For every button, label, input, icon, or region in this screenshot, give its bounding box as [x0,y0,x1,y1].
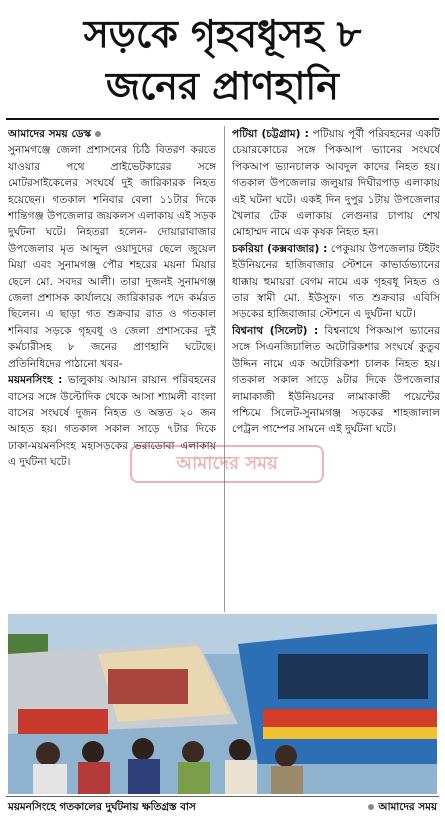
right-column [232,126,440,612]
article-body [8,126,438,612]
caption-credit [368,798,437,816]
bullet-dot-icon [95,131,101,137]
headline-divider [6,118,439,120]
dateline-mymensingh: ময়মনসিংহ : [8,374,63,387]
column-divider [224,126,225,612]
dateline-patiya: পটিয়া (চট্টগ্রাম) : [232,128,309,140]
caption-divider [6,796,439,797]
bullet-dot-icon [368,804,374,810]
paragraph-mymensingh: ভালুকায় আয়ান রায়ান পরিবহনের বাসের সঙ্গে উল্টোদিক থেকে আসা শ্যামলী বাংলা বাসের সংঘর্ষে দুজন নিহত ও অন্তত ২০ জন আহত হয়। গতকাল সকাল সাড়ে ৭টার দিকে ঢাকা-ময়মনসিংহ মহাসড়কের ভরাডোবা এলাকায় এ দুর্ঘটনা ঘটে। [8,374,216,469]
byline: আমাদের সময় ডেস্ক [8,128,92,140]
dateline-chakaria: চকরিয়া (কক্সবাজার) : [232,242,328,255]
headline-line-1: সড়কে গৃহবধূসহ ৮ [83,11,362,56]
paragraph-patiya: পটিয়ায় পূর্বী পরিবহনের একটি চেয়ারকোচের সঙ্গে পিকআপ ভ্যানের সংঘর্ষে পিকআপ ভ্যানচালক আবদুল কাদের নিহত হয়। গতকাল উপজেলার জলুয়ার দিঘীরপাড় এলাকায় এই ঘটনা ঘটে। একই দিন দুপুর ১টায় উপজেলার খৈলার টেক এলাকায় লেগুনার চাপায় শেখ মোহাম্মদ নামে এক কৃষক নিহত হন। [232,128,440,239]
left-column [8,126,216,612]
dateline-bishwanath: বিশ্বনাথ (সিলেট) : [232,324,319,337]
paragraph-intro: সুনামগঞ্জে জেলা প্রশাসনের চিঠি বিতরণ করতে যাওয়ার পথে প্রাইভেটকারের সঙ্গে মোটরসাইকেলের সংঘর্ষে দুই জারিকারক নিহত হয়েছেন। গতকাল শনিবার বেলা ১১টার দিকে শান্তিগঞ্জ উপজেলার জয়কলস এলাকায় এই সড়ক দুর্ঘটনা ঘটে। নিহতরা হলেন- দোয়ারাবাজার উপজেলার মৃত আব্দুল ওয়াদুদের ছেলে জুয়েল মিয়া এবং সুনামগঞ্জ পৌর শহরের ময়না মিয়ার ছেলে মো. সবদর আলী। তারা দুজনই সুনামগঞ্জ জেলা প্রশাসক কার্যালয়ে জারিকারক পদে কর্মরত ছিলেন। এ ছাড়া গত শুক্রবার রাত ও গতকাল শনিবার সড়কে গৃহবধূ ও জেলা প্রশাসকের দুই কর্মচারীসহ ৮ জনের প্রাণহানি ঘটেছে। প্রতিনিধিদের পাঠানো খবর- [8,144,216,370]
caption-text: ময়মনসিংহে গতকালের দুর্ঘটনায় ক্ষতিগ্রস্ত বাস [8,801,196,813]
paragraph-bishwanath: বিশ্বনাথে পিকআপ ভ্যানের সঙ্গে সিএনজিচালিত অটোরিকশার সংঘর্ষে কুতুব উদ্দিন নামে এক অটোরিকশা চালক নিহত হয়। গতকাল সকাল সাড়ে ৯টার দিকে উপজেলার লামাকাজী ইউনিয়নের লামাকাজী পয়েন্টের পশ্চিমে সিলেট-সুনামগঞ্জ সড়কের শাহজালাল পেট্রল পাম্পের সামনে এই দুর্ঘটনা ঘটে। [232,324,440,436]
headline-line-2: জনের প্রাণহানি [106,63,339,108]
watermark-logo: আমাদের সময় [130,445,324,483]
paragraph-chakaria: পেকুয়ায় উপজেলার টইটং ইউনিয়নের হাজিবাজার স্টেশনে কাভার্ডভ্যানের ধাক্কায় হুমায়রা বেগম নামে এক গৃহবধূ নিহত ও তার স্বামী মো. ইউসুফ। গত শুক্রবার এবিসি সড়কের হাজিবাজার স্টেশনে এ দুর্ঘটনা ঘটে। [232,242,440,321]
caption-credit-text: আমাদের সময় [378,801,437,813]
headline [0,8,445,112]
accident-bus-photo [8,614,437,794]
photo-caption [8,798,437,816]
